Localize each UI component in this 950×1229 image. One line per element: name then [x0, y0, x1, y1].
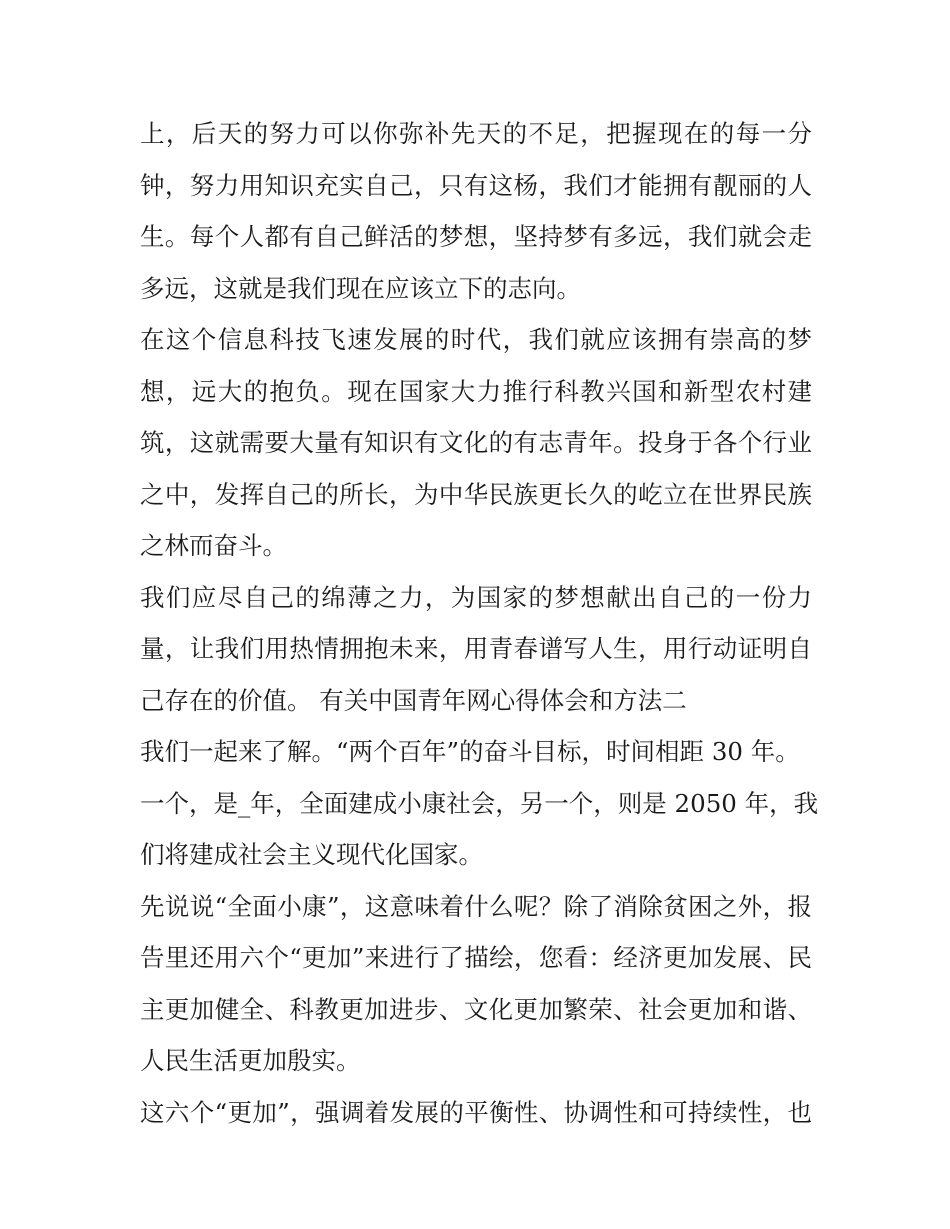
text-line: 己存在的价值。 有关中国青年网心得体会和方法二: [140, 685, 687, 715]
text-line: 这六个“更加”，强调着发展的平衡性、协调性和可持续性，也: [140, 1097, 812, 1127]
text-line: 之林而奋斗。: [140, 531, 287, 560]
text-line: 上，后天的努力可以你弥补先天的不足，把握现在的每一分: [140, 119, 812, 148]
text-line: 我们应尽自己的绵薄之力，为国家的梦想献出自己的一份力: [140, 582, 812, 612]
text-line: 我们一起来了解。“两个百年”的奋斗目标，时间相距 30 年。: [140, 737, 800, 766]
text-line: 告里还用六个“更加”来进行了描绘，您看：经济更加发展、民: [140, 943, 812, 972]
text-line: 多远，这就是我们现在应该立下的志向。: [140, 273, 581, 303]
text-line: 们将建成社会主义现代化国家。: [140, 840, 483, 869]
text-line: 先说说“全面小康”，这意味着什么呢？除了消除贫困之外，报: [140, 891, 812, 921]
document-body: [140, 108, 819, 1138]
text-line: 在这个信息科技飞速发展的时代，我们就应该拥有崇高的梦: [140, 325, 812, 354]
text-line: 之中，发挥自己的所长，为中华民族更长久的屹立在世界民族: [140, 479, 812, 509]
text-line: 生。每个人都有自己鲜活的梦想，坚持梦有多远，我们就会走: [140, 222, 812, 251]
text-line: 量，让我们用热情拥抱未来，用青春谱写人生，用行动证明自: [140, 634, 812, 663]
text-line: 钟，努力用知识充实自己，只有这杨，我们才能拥有靓丽的人: [140, 170, 812, 200]
text-line: 主更加健全、科教更加进步、文化更加繁荣、社会更加和谐、: [140, 994, 812, 1024]
text-line: 想，远大的抱负。现在国家大力推行科教兴国和新型农村建: [140, 376, 812, 406]
text-line: 人民生活更加殷实。: [140, 1046, 361, 1075]
text-line: 一个，是_年，全面建成小康社会，另一个，则是 2050 年，我: [140, 788, 819, 818]
text-line: 筑，这就需要大量有知识有文化的有志青年。投身于各个行业: [140, 428, 812, 457]
